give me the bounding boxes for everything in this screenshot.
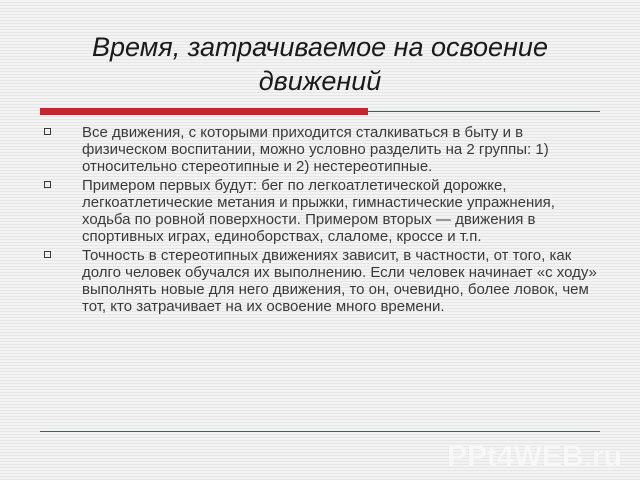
slide-title: Время, затрачиваемое на освоение движений xyxy=(92,32,548,96)
bullet-item xyxy=(44,124,604,175)
bullet-list xyxy=(44,124,604,317)
bullet-item xyxy=(44,247,604,315)
square-bullet-icon xyxy=(44,128,51,135)
square-bullet-icon xyxy=(44,251,51,258)
bullet-text: Все движения, с которыми приходится сталкиваться в быту и в физическом воспитании, можно условно разделить на 2 группы: 1) относительно стереотипные и 2) нестереотипные. xyxy=(82,124,549,175)
title-underline xyxy=(40,108,600,116)
bullet-item xyxy=(44,177,604,245)
bullet-text: Точность в стереотипных движениях зависит, в частности, от того, как долго человек обучался их выполнению. Если человек начинает «с ходу» выполнять новые для него движения, то он, очевидно, более ловок, чем тот, кто затрачивает на их освоение много времени. xyxy=(82,247,597,315)
watermark: PPt4WEB.ru xyxy=(446,440,622,473)
square-bullet-icon xyxy=(44,181,51,188)
title-underline-thick xyxy=(40,108,368,115)
bullet-text: Примером первых будут: бег по легкоатлетической дорожке, легкоатлетические метания и прыжки, гимнастические упражнения, ходьба по ровной поверхности. Примером вторых — движения в спортивных играх, единоборствах, слаломе, кроссе и т.п. xyxy=(82,177,555,245)
footer-rule xyxy=(40,431,600,432)
